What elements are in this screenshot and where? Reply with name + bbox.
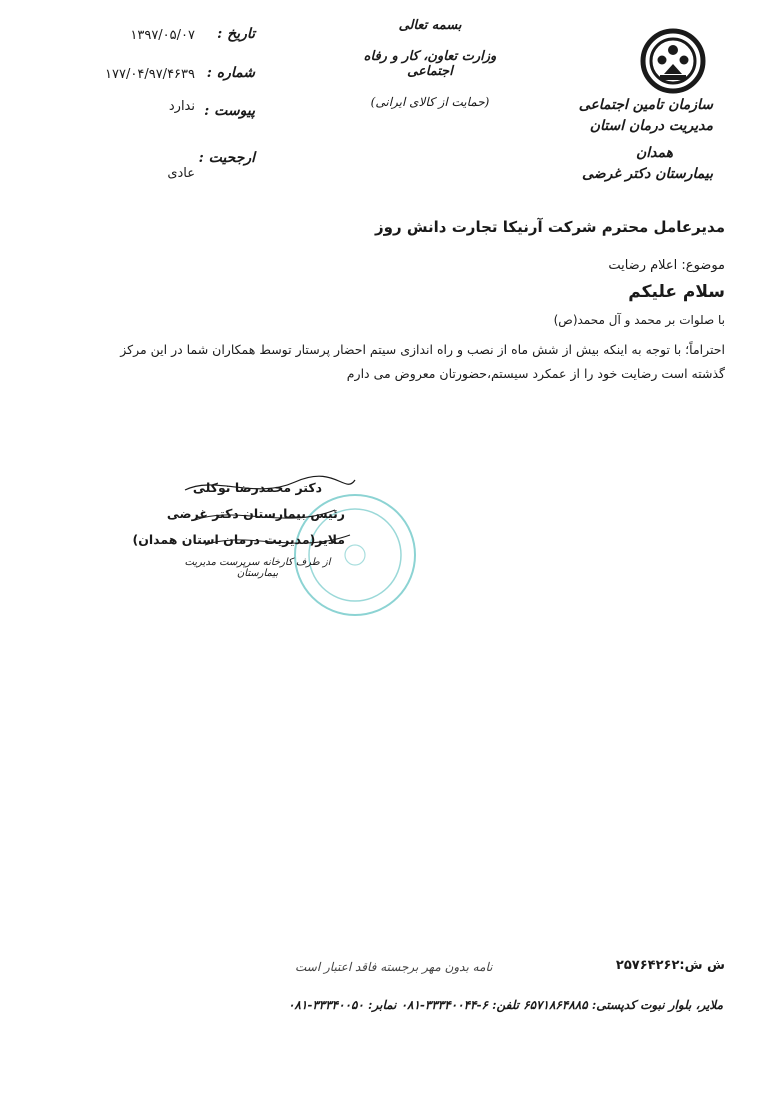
signer-title: رئیس بیمارستان دکتر غرضی — [166, 506, 345, 521]
date-label: تاریخ : — [217, 26, 255, 42]
organization-block — [533, 95, 713, 185]
number-label: شماره : — [206, 65, 255, 81]
signer-place: ملایر(مدیریت درمان استان همدان) — [132, 532, 345, 547]
org-line-1: سازمان تامین اجتماعی — [578, 97, 713, 113]
signer-name: دکتر محمدرضا توکلی — [192, 480, 323, 495]
footer-address: ملایر، بلوار نبوت کدپستی: ۶۵۷۱۸۶۴۸۸۵ تلفن: ۶-۳۳۳۴۰۰۴۴-۰۸۱ نمابر: ۳۳۳۴۰۰۵۰-۰۸۱ — [287, 998, 723, 1012]
attachment-value: ندارد — [168, 99, 195, 114]
body-line-2: گذشته است رضایت خود را از عمکرد سیستم،حضورتان معروض می دارم — [346, 366, 725, 381]
org-line-3: همدان — [636, 145, 673, 161]
body-line-1: احتراماً؛ با توجه به اینکه بیش از شش ماه از نصب و راه اندازی سیتم احضار پرستار توسط همکاران شما در این مرکز — [120, 342, 725, 357]
priority-label: ارجحیت : — [198, 150, 255, 166]
salavat: با صلوات بر محمد و آل محمد(ص) — [553, 313, 725, 327]
support-slogan: (حمایت از کالای ایرانی) — [370, 95, 490, 109]
signer-note: از طرف کارخانه سرپرست مدیریت بیمارستان — [184, 557, 331, 579]
greeting: سلام علیکم — [628, 282, 725, 302]
org-line-4: بیمارستان دکتر غرضی — [582, 166, 713, 182]
letterhead-center — [345, 18, 515, 109]
bismillah: بسمه تعالی — [398, 18, 462, 33]
recipient: مدیرعامل محترم شرکت آرنیکا تجارت دانش روز — [375, 218, 725, 236]
priority-value: عادی — [167, 166, 195, 181]
signature-block — [132, 475, 345, 579]
social-security-logo — [640, 28, 706, 100]
date-value: ۱۳۹۷/۰۵/۰۷ — [130, 28, 195, 43]
number-value: ۱۷۷/۰۴/۹۷/۴۶۳۹ — [105, 67, 195, 82]
letter-body — [45, 338, 725, 386]
subject: موضوع: اعلام رضایت — [608, 258, 725, 273]
validity-note: نامه بدون مهر برجسته فاقد اعتبار است — [295, 960, 493, 974]
ministry-name: وزارت تعاون، کار و رفاه اجتماعی — [363, 49, 497, 79]
attachment-label: پیوست : — [204, 103, 255, 119]
org-line-2: مدیریت درمان استان — [589, 118, 713, 134]
serial-number: ش ش:۲۵۷۶۴۲۶۲ — [615, 958, 725, 973]
